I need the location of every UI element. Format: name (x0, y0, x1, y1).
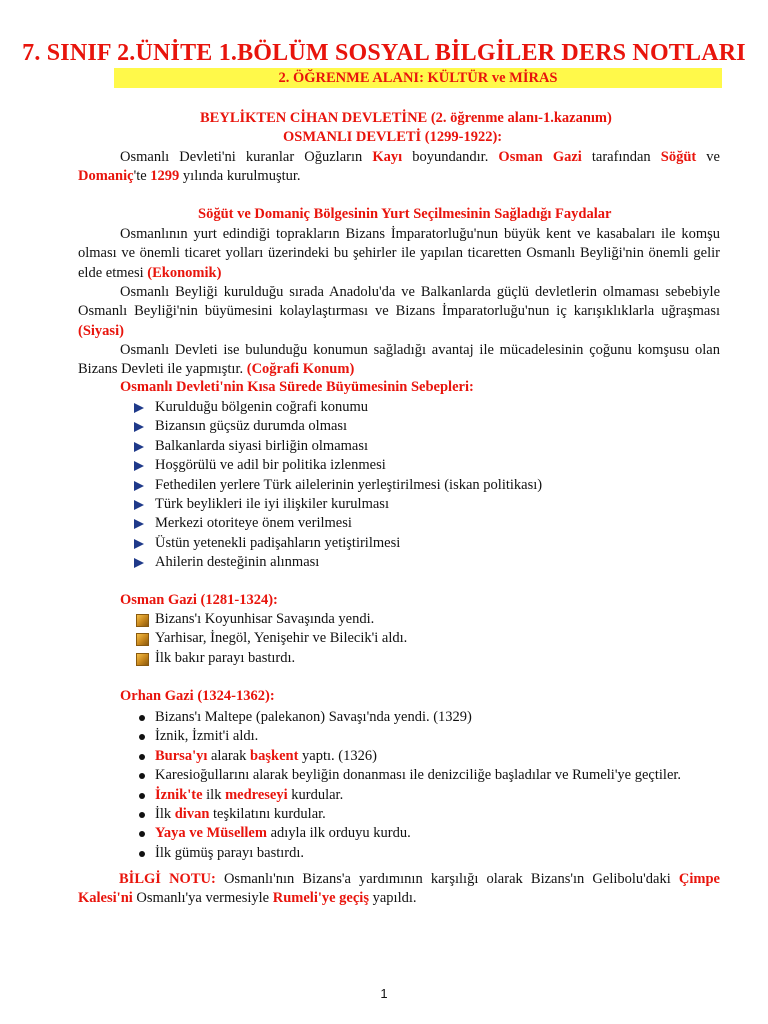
section-subheading-osmanli: OSMANLI DEVLETİ (1299-1922): (283, 129, 503, 145)
picture-bullet-icon (136, 614, 149, 627)
picture-bullet-icon (136, 633, 149, 646)
paragraph-tag: (Siyasi) (78, 322, 124, 339)
triangle-bullet-icon (134, 519, 144, 529)
list-item (126, 495, 542, 514)
paragraph-siyasi (78, 283, 720, 341)
list-item-text: Türk beylikleri ile iyi ilişkiler kurulması (155, 495, 389, 512)
intro-text: ve (696, 149, 720, 165)
triangle-bullet-icon (134, 461, 144, 471)
page-title: 7. SINIF 2.ÜNİTE 1.BÖLÜM SOSYAL BİLGİLER DERS NOTLARI (22, 40, 746, 66)
list-item (126, 553, 542, 572)
info-note-label: BİLGİ NOTU: (119, 871, 216, 887)
bullet-dot-icon (139, 851, 145, 857)
bullet-dot-icon (139, 812, 145, 818)
section-heading-beylikten: BEYLİKTEN CİHAN DEVLETİNE (2. öğrenme alanı-1.kazanım) (200, 110, 612, 126)
list-item (128, 610, 407, 629)
list-item (126, 534, 542, 553)
intro-text: tarafından (581, 149, 661, 165)
list-item (126, 727, 681, 746)
list-item-text: Hoşgörülü ve adil bir politika izlenmesi (155, 457, 386, 474)
list-item-highlight: Bursa'yı (155, 747, 208, 764)
list-item (126, 398, 542, 417)
info-note-highlight: Rumeli'ye geçiş (272, 890, 369, 907)
section-heading-orhan-gazi: Orhan Gazi (1324-1362): (120, 688, 275, 704)
list-item (126, 708, 681, 727)
paragraph-cografi (78, 341, 720, 380)
list-item-text: İlk gümüş parayı bastırdı. (155, 844, 305, 861)
reasons-list (126, 398, 542, 573)
list-item (126, 786, 681, 805)
paragraph-text: Osmanlı Devleti ise bulunduğu konumun sağladığı avantaj ile mücadelesinin çoğunu komşusu olan Bizans Devleti ile yapmıştır. (78, 342, 720, 378)
bullet-dot-icon (139, 754, 145, 760)
list-item (128, 629, 407, 648)
list-item-text: kurdular. (287, 786, 344, 803)
list-item (128, 649, 407, 668)
list-item (126, 766, 681, 785)
list-item-highlight: divan (174, 805, 210, 822)
osman-gazi-list (128, 610, 407, 668)
triangle-bullet-icon (134, 481, 144, 491)
list-item-text: Merkezi otoriteye önem verilmesi (155, 515, 352, 532)
list-item (126, 417, 542, 436)
triangle-bullet-icon (134, 403, 144, 413)
info-note-highlight: Çimpe Kalesi'ni (78, 871, 720, 907)
list-item-highlight: İznik'te (155, 786, 203, 803)
bullet-dot-icon (139, 793, 145, 799)
paragraph-tag: (Ekonomik) (147, 264, 222, 281)
info-note-text: Osmanlı'nın Bizans'a yardımının karşılığı olarak Bizans'ın Gelibolu'daki (215, 871, 679, 887)
list-item-text: Kurulduğu bölgenin coğrafi konumu (155, 399, 369, 415)
list-item (126, 844, 681, 863)
list-item (126, 805, 681, 824)
list-item-text: adıyla ilk orduyu kurdu. (266, 825, 411, 842)
intro-text: boyundandır. (402, 149, 499, 165)
list-item-text: Üstün yetenekli padişahların yetiştirilmesi (155, 534, 401, 551)
list-item-text: Bizans'ı Koyunhisar Savaşında yendi. (155, 611, 375, 627)
list-item-text: Ahilerin desteğinin alınması (155, 554, 320, 571)
list-item-text: teşkilatını kurdular. (209, 805, 326, 822)
list-item-text: İlk (155, 805, 175, 822)
list-item-text: ilk (202, 786, 226, 803)
intro-highlight: Domaniç (78, 168, 134, 185)
intro-highlight: Kayı (372, 149, 403, 165)
page-number: 1 (380, 986, 388, 1001)
list-item (126, 456, 542, 475)
list-item-text: Balkanlarda siyasi birliğin olmaması (155, 437, 369, 454)
bullet-dot-icon (139, 715, 145, 721)
paragraph-tag: (Coğrafi Konum) (246, 361, 355, 378)
triangle-bullet-icon (134, 442, 144, 452)
info-note (78, 870, 720, 909)
info-note-text: Osmanlı'ya vermesiyle (132, 890, 273, 907)
section-heading-faydalar: Söğüt ve Domaniç Bölgesinin Yurt Seçilmesinin Sağladığı Faydalar (198, 206, 612, 222)
list-item-text: yaptı. (1326) (298, 747, 377, 764)
list-item-highlight: medreseyi (225, 786, 288, 803)
intro-paragraph (78, 148, 720, 187)
list-item-text: alarak (207, 747, 251, 764)
intro-highlight: Osman Gazi (498, 149, 582, 165)
intro-highlight: 1299 (150, 168, 180, 185)
list-item (126, 514, 542, 533)
bullet-dot-icon (139, 734, 145, 740)
intro-text: Osmanlı Devleti'ni kuranlar Oğuzların (120, 149, 373, 165)
list-item-text: Karesioğullarını alarak beyliğin donanması ile denizciliğe başladılar ve Rumeli'ye geçtiler. (155, 767, 682, 784)
triangle-bullet-icon (134, 500, 144, 510)
triangle-bullet-icon (134, 558, 144, 568)
intro-text: yılında kurulmuştur. (179, 168, 301, 185)
orhan-gazi-list (126, 708, 681, 863)
triangle-bullet-icon (134, 539, 144, 549)
paragraph-text: Osmanlı Beyliği kurulduğu sırada Anadolu'da ve Balkanlarda güçlü devletlerin olmaması sebebiyle Osmanlı Beyliği'nin büyümesini kolaylaştırması ve Bizans İmparatorluğu'nun iç karışıklıklarla uğraşması (78, 284, 720, 320)
list-item-text: Yarhisar, İnegöl, Yenişehir ve Bilecik'i aldı. (155, 630, 408, 647)
list-item (126, 824, 681, 843)
paragraph-ekonomik (78, 225, 720, 283)
intro-text: 'te (133, 168, 151, 185)
list-item-highlight: Yaya ve Müsellem (155, 825, 267, 842)
list-item-text: Fethedilen yerlere Türk ailelerinin yerleştirilmesi (iskan politikası) (155, 476, 543, 493)
section-heading-sebepler: Osmanlı Devleti'nin Kısa Sürede Büyümesinin Sebepleri: (120, 379, 474, 395)
list-item-highlight: başkent (250, 747, 299, 764)
list-item-text: Bizansın güçsüz durumda olması (155, 418, 348, 435)
list-item (126, 476, 542, 495)
bullet-dot-icon (139, 773, 145, 779)
section-heading-osman-gazi: Osman Gazi (1281-1324): (120, 592, 278, 608)
page-subtitle: 2. ÖĞRENME ALANI: KÜLTÜR ve MİRAS (114, 68, 722, 88)
list-item-text: İznik, İzmit'i aldı. (155, 728, 259, 745)
paragraph-text: Osmanlının yurt edindiği toprakların Bizans İmparatorluğu'nun büyük kent ve kasabaları ile komşu olması ve önemli ticaret yolları üzerindeki bu şehirler ile yapılan ticaretten Osmanlı Beyliği'nin önemli gelir elde etmesi (78, 226, 720, 281)
list-item (126, 747, 681, 766)
intro-highlight: Söğüt (660, 149, 697, 165)
picture-bullet-icon (136, 653, 149, 666)
list-item (126, 437, 542, 456)
bullet-dot-icon (139, 831, 145, 837)
info-note-text: yapıldı. (368, 890, 417, 907)
list-item-text: İlk bakır parayı bastırdı. (155, 649, 296, 666)
triangle-bullet-icon (134, 422, 144, 432)
list-item-text: Bizans'ı Maltepe (palekanon) Savaşı'nda yendi. (1329) (155, 709, 472, 725)
